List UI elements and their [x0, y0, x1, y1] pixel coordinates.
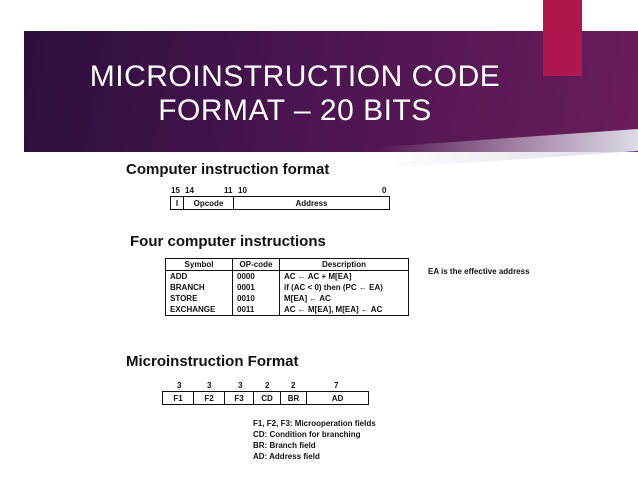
- field-br: BR: [281, 392, 307, 404]
- field-address: Address: [295, 198, 328, 208]
- field-cd: CD: [254, 392, 281, 404]
- bit-label-0: 0: [382, 186, 387, 195]
- bit-width-f1: 3: [177, 381, 182, 390]
- ci-format-heading: Computer instruction format: [126, 161, 330, 178]
- col-symbol: Symbol: [166, 259, 233, 271]
- cell-symbol: EXCHANGE: [166, 304, 233, 316]
- cell-symbol: STORE: [166, 293, 233, 304]
- table-row: [166, 293, 409, 304]
- bit-width-cd: 2: [265, 381, 270, 390]
- bit-label-11: 11: [224, 186, 233, 195]
- field-ad: AD: [331, 393, 344, 403]
- bit-width-br: 2: [291, 381, 296, 390]
- bit-label-10: 10: [238, 186, 247, 195]
- field-i: I: [171, 197, 184, 209]
- cell-symbol: BRANCH: [166, 282, 233, 293]
- cell-opcode: 0010: [233, 293, 280, 304]
- table-row: [166, 304, 409, 316]
- slide-title: [60, 60, 530, 128]
- cell-opcode: 0011: [233, 304, 280, 316]
- title-line-1: MICROINSTRUCTION CODE: [89, 60, 501, 93]
- table-header-row: [166, 259, 409, 271]
- field-f2: F2: [194, 392, 225, 404]
- col-opcode: OP-code: [233, 259, 280, 271]
- field-legend: [253, 418, 376, 462]
- accent-tab: [543, 0, 582, 76]
- bit-label-14: 14: [185, 186, 194, 195]
- field-f3: F3: [225, 392, 254, 404]
- bit-width-f2: 3: [207, 381, 212, 390]
- cell-description: AC ← AC + M[EA]: [280, 271, 409, 283]
- cell-description: M[EA] ← AC: [280, 293, 409, 304]
- col-description: Description: [280, 259, 409, 271]
- cell-opcode: 0000: [233, 271, 280, 283]
- instructions-table: [165, 258, 409, 316]
- legend-item: CD: Condition for branching: [253, 430, 361, 439]
- table-row: [166, 282, 409, 293]
- micro-format-heading: Microinstruction Format: [126, 353, 299, 370]
- cell-opcode: 0001: [233, 282, 280, 293]
- table-row: [166, 271, 409, 283]
- ea-note: EA is the effective address: [428, 267, 530, 276]
- instruction-format-bar: [170, 196, 390, 210]
- bit-width-ad: 7: [334, 381, 339, 390]
- cell-description: if (AC < 0) then (PC ← EA): [280, 282, 409, 293]
- legend-item: AD: Address field: [253, 452, 320, 461]
- microinstruction-format-bar: [162, 391, 369, 405]
- legend-item: BR: Branch field: [253, 441, 316, 450]
- bit-width-f3: 3: [238, 381, 243, 390]
- field-f1: F1: [163, 392, 194, 404]
- cell-description: AC ← M[EA], M[EA] ← AC: [280, 304, 409, 316]
- title-line-2: FORMAT – 20 BITS: [158, 94, 432, 127]
- instructions-heading: Four computer instructions: [130, 233, 326, 250]
- legend-item: F1, F2, F3: Microoperation fields: [253, 419, 376, 428]
- bit-label-15: 15: [171, 186, 180, 195]
- cell-symbol: ADD: [166, 271, 233, 283]
- field-opcode: Opcode: [184, 197, 234, 209]
